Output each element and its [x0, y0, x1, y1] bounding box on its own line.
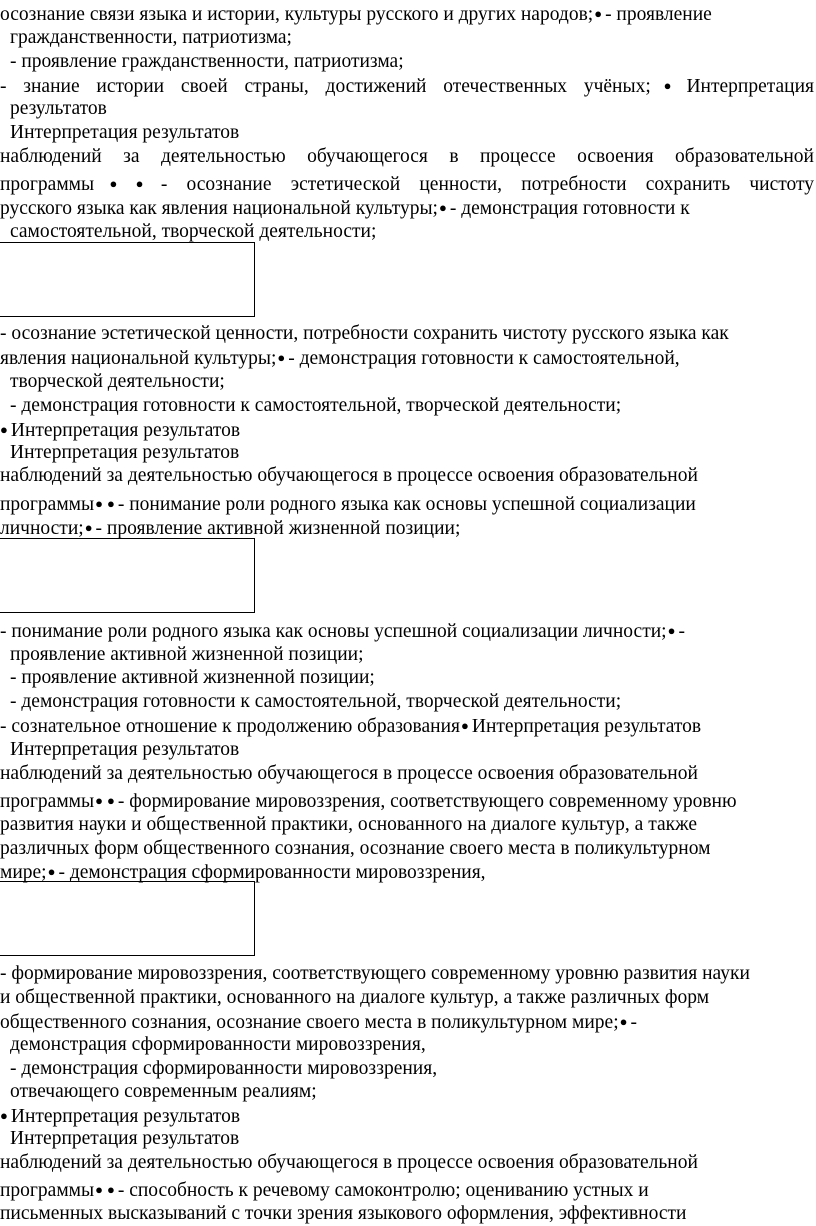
bullet-icon: ●: [106, 793, 115, 808]
text-line: [0, 172, 814, 196]
text-segment: программы: [0, 174, 95, 195]
text-segment: Интерпретация результатов: [471, 716, 702, 737]
text-segment: личности;: [0, 518, 84, 539]
text-line: творческой деятельности;: [10, 371, 225, 392]
empty-frame: [0, 242, 255, 317]
text-line: - формирование мировоззрения, соответствующего современному уровню развития науки: [0, 963, 750, 984]
bullet-icon: ●: [84, 520, 93, 535]
text-segment: программы: [0, 1180, 95, 1201]
text-segment: - демонстрация готовности к самостоятельной,: [288, 348, 680, 369]
text-line: [0, 714, 701, 738]
bullet-icon: ●: [0, 422, 8, 437]
bullet-icon: ●: [594, 6, 603, 21]
text-line: результатов: [10, 98, 107, 119]
bullet-icon: ●: [95, 793, 103, 808]
text-segment: Интерпретация результатов: [10, 1106, 241, 1127]
text-line: письменных высказываний с точки зрения языкового оформления, эффективности: [0, 1203, 687, 1224]
text-line: [0, 789, 737, 813]
text-segment: - проявление активной жизненной позиции;: [95, 518, 461, 539]
text-segment: - сознательное отношение к продолжению образования: [0, 716, 461, 737]
text-segment: - понимание роли родного языка как основы успешной социализации личности;: [0, 621, 667, 642]
text-line: - осознание эстетической ценности, потребности сохранить чистоту русского языка как: [0, 323, 729, 344]
text-line: [0, 418, 240, 442]
text-line: различных форм общественного сознания, осознание своего места в поликультурном: [0, 838, 711, 859]
bullet-icon: ●: [106, 1182, 115, 1197]
text-segment: - демонстрация сформированности мировоззрения,: [58, 862, 486, 883]
text-line: гражданственности, патриотизма;: [10, 27, 292, 48]
bullet-icon: ●: [277, 350, 286, 365]
text-segment: - понимание роли родного языка как основы успешной социализации: [117, 494, 696, 515]
text-line: [0, 2, 712, 26]
text-line: Интерпретация результатов: [10, 442, 240, 463]
bullet-icon: ●: [667, 623, 676, 638]
text-line: наблюдений за деятельностью обучающегося в процессе освоения образовательной: [0, 763, 698, 784]
text-line: и общественной практики, основанного на диалоге культур, а также различных форм: [0, 987, 710, 1008]
text-segment: мире;: [0, 862, 47, 883]
bullet-icon: ●: [95, 1182, 103, 1197]
text-line: наблюдений за деятельностью обучающегося в процессе освоения образовательной: [0, 1152, 698, 1173]
bullet-icon: ●: [95, 176, 132, 191]
text-line: Интерпретация результатов: [10, 122, 240, 143]
bullet-icon: ●: [95, 496, 103, 511]
text-line: [0, 1104, 240, 1128]
text-segment: -: [630, 1012, 637, 1033]
text-segment: русского языка как явления национальной культуры;: [0, 198, 438, 219]
text-segment: - формирование мировоззрения, соответствующего современному уровню: [117, 791, 737, 812]
text-segment: Интерпретация: [686, 76, 814, 97]
text-line: [0, 516, 460, 540]
text-segment: - проявление: [605, 4, 712, 25]
text-line: [0, 1010, 637, 1034]
bullet-icon: ●: [135, 176, 158, 191]
text-line: [0, 492, 696, 516]
text-segment: - знание истории своей страны, достижений отечественных учёных;: [0, 76, 651, 97]
bullet-icon: ●: [651, 78, 684, 93]
text-segment: - демонстрация готовности к: [449, 198, 690, 219]
text-line: - демонстрация готовности к самостоятельной, творческой деятельности;: [10, 395, 622, 416]
bullet-icon: ●: [106, 496, 115, 511]
text-line: [0, 196, 690, 220]
bullet-icon: ●: [438, 200, 447, 215]
text-line: - демонстрация сформированности мировоззрения,: [10, 1058, 438, 1079]
text-line: проявление активной жизненной позиции;: [10, 644, 364, 665]
text-line: - проявление активной жизненной позиции;: [10, 667, 375, 688]
empty-frame: [0, 538, 255, 613]
text-line: [0, 1178, 649, 1202]
empty-frame: [0, 881, 255, 956]
text-segment: - осознание эстетической ценности, потребности сохранить чистоту: [160, 174, 814, 195]
text-segment: явления национальной культуры;: [0, 348, 277, 369]
text-line: [0, 346, 680, 370]
bullet-icon: ●: [619, 1014, 628, 1029]
text-segment: программы: [0, 494, 95, 515]
text-line: наблюдений за деятельностью обучающегося в процессе освоения образовательной: [0, 465, 698, 486]
text-segment: программы: [0, 791, 95, 812]
text-line: самостоятельной, творческой деятельности;: [10, 221, 377, 242]
text-line: Интерпретация результатов: [10, 1128, 240, 1149]
text-line: демонстрация сформированности мировоззрения,: [10, 1034, 426, 1055]
text-line: отвечающего современным реалиям;: [10, 1081, 317, 1102]
bullet-icon: ●: [461, 718, 469, 733]
text-line: наблюдений за деятельностью обучающегося в процессе освоения образовательной: [0, 146, 814, 167]
text-segment: осознание связи языка и истории, культуры русского и других народов;: [0, 4, 594, 25]
text-line: - проявление гражданственности, патриотизма;: [10, 51, 404, 72]
text-line: - демонстрация готовности к самостоятельной, творческой деятельности;: [10, 691, 622, 712]
text-line: развития науки и общественной практики, основанного на диалоге культур, а также: [0, 814, 697, 835]
text-line: [0, 74, 814, 98]
text-segment: -: [678, 621, 685, 642]
text-segment: - способность к речевому самоконтролю; оцениванию устных и: [117, 1180, 649, 1201]
text-line: [0, 619, 685, 643]
bullet-icon: ●: [47, 864, 56, 879]
bullet-icon: ●: [0, 1108, 8, 1123]
text-segment: общественного сознания, осознание своего места в поликультурном мире;: [0, 1012, 619, 1033]
text-segment: Интерпретация результатов: [10, 420, 241, 441]
text-line: Интерпретация результатов: [10, 739, 240, 760]
